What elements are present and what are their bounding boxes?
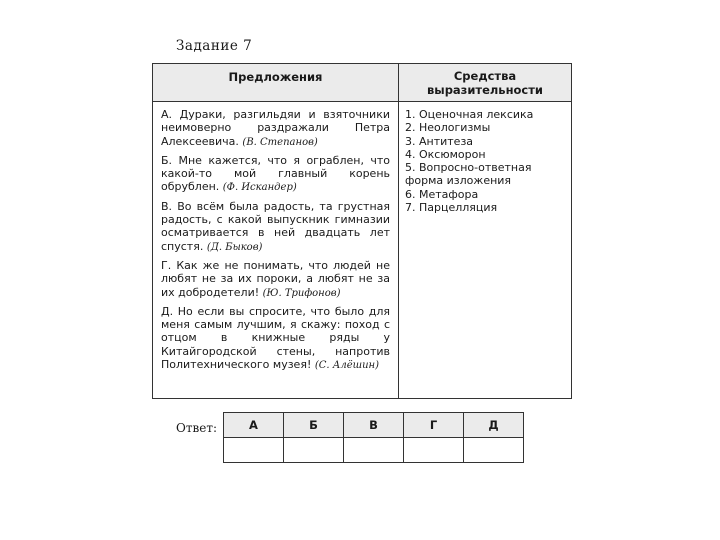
answer-cell-v[interactable] xyxy=(344,438,404,463)
sentence-v xyxy=(161,200,390,254)
sentence-d xyxy=(161,305,390,372)
sentence-text: Б. Мне кажется, что я ограблен, что какой-то мой главный корень обрублен. xyxy=(161,153,390,194)
means-header-line2: выразительности xyxy=(427,83,543,97)
sentences-column-header: Предложения xyxy=(153,64,399,102)
answer-letter-d: Д xyxy=(464,413,524,438)
means-item-2: 2. Неологизмы xyxy=(405,121,491,135)
means-item-6: 6. Метафора xyxy=(405,187,479,201)
answer-letter-g: Г xyxy=(404,413,464,438)
matching-table xyxy=(152,63,572,399)
sentence-author: (Д. Быков) xyxy=(206,241,263,253)
sentence-text: Г. Как же не понимать, что людей не любят не за их пороки, а любят не за их добродетели! xyxy=(161,258,390,299)
sentence-text: Д. Но если вы спросите, что было для меня самым лучшим, я скажу: поход с отцом в книжные ряды у Китайгородской стены, напротив Политехнического музея! xyxy=(161,304,390,372)
answer-letter-v: В xyxy=(344,413,404,438)
sentence-text: А. Дураки, разгильдяи и взяточники неимоверно раздражали Петра Алексеевича. xyxy=(161,108,390,148)
means-item-3: 3. Антитеза xyxy=(405,134,474,148)
task-title: Задание 7 xyxy=(176,38,253,54)
sentence-author: (В. Степанов) xyxy=(242,136,318,148)
answer-letter-b: Б xyxy=(284,413,344,438)
means-column xyxy=(399,102,571,398)
sentences-column xyxy=(153,102,399,398)
answer-cell-g[interactable] xyxy=(404,438,464,463)
means-item-1: 1. Оценочная лексика xyxy=(405,108,534,121)
answer-letter-a: А xyxy=(224,413,284,438)
means-item-7: 7. Парцелляция xyxy=(405,201,498,215)
answer-cell-d[interactable] xyxy=(464,438,524,463)
sentence-author: (Ю. Трифонов) xyxy=(262,287,341,299)
means-item-4: 4. Оксюморон xyxy=(405,147,486,161)
answer-letters-row xyxy=(224,413,524,438)
sentence-b xyxy=(161,154,390,195)
answer-label: Ответ: xyxy=(176,421,218,435)
means-header-line1: Средства xyxy=(453,69,517,83)
sentence-author: (Ф. Искандер) xyxy=(222,182,297,194)
means-item-5: 5. Вопросно-ответная форма изложения xyxy=(405,161,532,188)
means-column-header xyxy=(399,64,571,102)
sentence-a xyxy=(161,108,390,149)
answer-cell-b[interactable] xyxy=(284,438,344,463)
sentence-author: (С. Алёшин) xyxy=(314,360,380,372)
sentence-g xyxy=(161,259,390,300)
answer-cell-a[interactable] xyxy=(224,438,284,463)
answer-table xyxy=(223,412,524,463)
answer-input-row xyxy=(224,438,524,463)
sentence-text: В. Во всём была радость, та грустная радость, с какой выпускник гимназии осматривается в ней двадцать лет спустя. xyxy=(161,199,390,253)
